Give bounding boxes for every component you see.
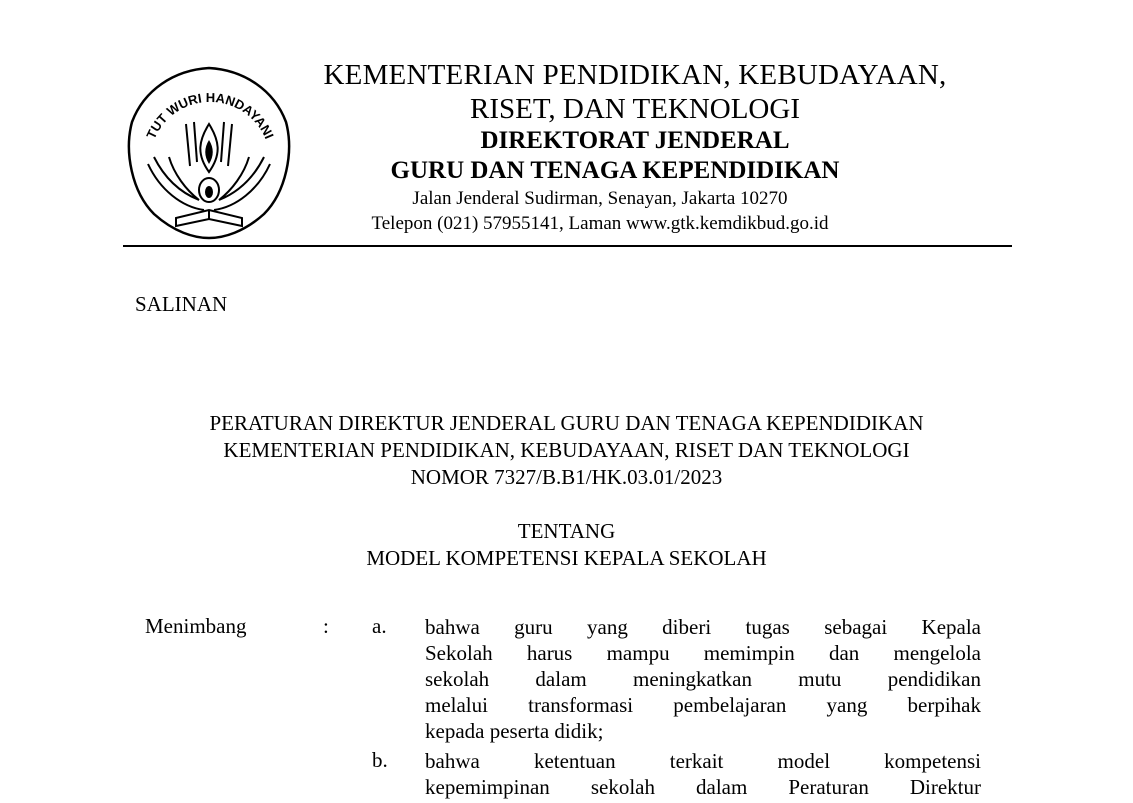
about-label: TENTANG [517, 519, 616, 543]
considering-item-a-letter: a. [372, 614, 387, 638]
considering-item-b [425, 748, 981, 800]
directorate-line1: DIREKTORAT JENDERAL [480, 127, 790, 154]
regulation-title-line1: PERATURAN DIREKTUR JENDERAL GURU DAN TENAGA KEPENDIDIKAN [209, 411, 924, 435]
copy-label: SALINAN [135, 292, 228, 316]
letterhead-address: Jalan Jenderal Sudirman, Senayan, Jakarta 10270 [412, 188, 788, 209]
letterhead-contact: Telepon (021) 57955141, Laman www.gtk.kemdikbud.go.id [371, 213, 829, 234]
considering-item-a-line: sekolah dalam meningkatkan mutu pendidikan [425, 667, 981, 691]
considering-item-b-letter: b. [372, 748, 388, 772]
regulation-subject [120, 518, 1013, 572]
ministry-name-line2: RISET, DAN TEKNOLOGI [470, 93, 800, 125]
directorate-line2: GURU DAN TENAGA KEPENDIDIKAN [390, 157, 840, 184]
considering-label: Menimbang [145, 614, 247, 638]
regulation-title-line2: KEMENTERIAN PENDIDIKAN, KEBUDAYAAN, RISET DAN TEKNOLOGI [223, 438, 910, 462]
svg-text:TUT WURI HANDAYANI [143, 90, 277, 141]
considering-item-a-line: bahwa guru yang diberi tugas sebagai Kepala [425, 615, 981, 639]
letterhead [290, 58, 980, 236]
letterhead-divider [123, 245, 1012, 247]
considering-item-a-line: Sekolah harus mampu memimpin dan mengelola [425, 641, 981, 665]
considering-item-a [425, 614, 981, 744]
about-text: MODEL KOMPETENSI KEPALA SEKOLAH [366, 546, 767, 570]
regulation-title [120, 410, 1013, 491]
considering-item-b-line: bahwa ketentuan terkait model kompetensi [425, 749, 981, 773]
considering-item-a-line: kepada peserta didik; [425, 719, 604, 743]
considering-item-b-line: kepemimpinan sekolah dalam Peraturan Direktur [425, 775, 981, 799]
regulation-number: NOMOR 7327/B.B1/HK.03.01/2023 [410, 465, 723, 489]
considering-colon: : [323, 614, 329, 638]
considering-item-a-line: melalui transformasi pembelajaran yang berpihak [425, 693, 981, 717]
ministry-name-line1: KEMENTERIAN PENDIDIKAN, KEBUDAYAAN, [323, 59, 947, 91]
logo-motto: TUT WURI HANDAYANI [143, 89, 277, 142]
